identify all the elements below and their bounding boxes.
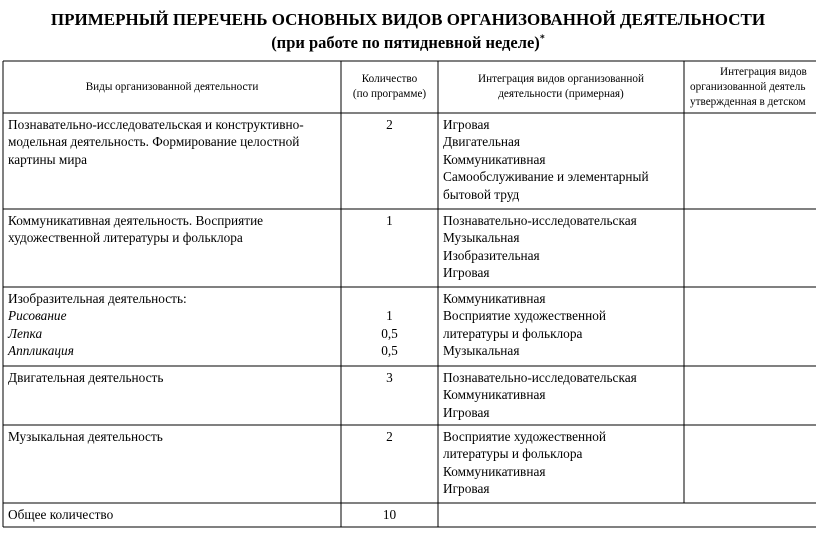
table-row-count xyxy=(341,369,438,386)
table-row-count xyxy=(341,212,438,229)
table-row-count xyxy=(341,307,438,359)
activity-line: Музыкальная деятельность xyxy=(8,429,163,444)
header-approved-integration xyxy=(684,65,816,110)
count-value: 2 xyxy=(386,117,393,132)
table-row-activity xyxy=(8,428,340,445)
footnote-mark: * xyxy=(539,33,545,45)
table-row-integration xyxy=(443,428,683,498)
activity-line: картины мира xyxy=(8,151,88,167)
integration-line: Коммуникативная xyxy=(443,463,546,479)
integration-line: Музыкальная xyxy=(443,343,520,359)
activity-line: Изобразительная деятельность: xyxy=(8,291,187,306)
header-approved-line: Интеграция видов xyxy=(720,66,807,78)
header-activity: Виды организованной деятельности xyxy=(85,81,259,93)
integration-line: Коммуникативная xyxy=(443,291,546,306)
integration-line: Игровая xyxy=(443,265,490,281)
header-integration-line: деятельности (примерная) xyxy=(498,88,624,100)
integration-line: Самообслуживание и элементарный xyxy=(443,169,649,185)
integration-line: Игровая xyxy=(443,117,490,132)
header-integration xyxy=(438,72,684,102)
integration-line: Коммуникативная xyxy=(443,387,546,403)
activity-subitem: Аппликация xyxy=(8,343,74,359)
integration-line: Познавательно-исследовательская xyxy=(443,370,637,385)
count-value: 0,5 xyxy=(381,343,398,359)
count-value: 2 xyxy=(386,429,393,444)
count-value: 1 xyxy=(386,308,393,324)
table-row-activity xyxy=(8,212,340,247)
count-value: 0,5 xyxy=(381,325,398,341)
activity-line: Двигательная деятельность xyxy=(8,370,164,385)
activity-line: модельная деятельность. Формирование целостной xyxy=(8,134,300,150)
table-row-integration xyxy=(443,290,683,360)
activity-subitem: Рисование xyxy=(8,308,67,324)
table-row-integration xyxy=(443,212,683,282)
integration-line: Двигательная xyxy=(443,134,521,150)
table-row-total-label xyxy=(8,506,340,523)
table-row-activity xyxy=(8,369,340,386)
header-count xyxy=(341,72,438,102)
header-count-line: (по программе) xyxy=(352,88,427,100)
table-row-integration xyxy=(443,116,683,203)
integration-line: Музыкальная xyxy=(443,230,520,246)
integration-line: Восприятие художественной xyxy=(443,429,606,444)
integration-line: Игровая xyxy=(443,481,490,497)
integration-line: литературы и фольклора xyxy=(443,446,583,462)
header-integration-line: Интеграция видов организованной xyxy=(478,73,644,85)
integration-line: Игровая xyxy=(443,404,490,420)
integration-line: Познавательно-исследовательская xyxy=(443,213,637,228)
integration-line: литературы и фольклора xyxy=(443,325,583,341)
total-label: Общее количество xyxy=(8,507,114,522)
header-count-line: Количество xyxy=(361,73,418,85)
document-title: ПРИМЕРНЫЙ ПЕРЕЧЕНЬ ОСНОВНЫХ ВИДОВ ОРГАНИЗОВАННОЙ ДЕЯТЕЛЬНОСТИ xyxy=(50,10,766,29)
table-row-integration xyxy=(443,369,683,421)
table-row-total-count xyxy=(341,506,438,523)
count-value: 1 xyxy=(386,213,393,228)
activity-line: Познавательно-исследовательская и конструктивно- xyxy=(8,117,304,132)
table-row-count xyxy=(341,116,438,133)
total-value: 10 xyxy=(382,507,397,522)
integration-line: бытовой труд xyxy=(443,186,520,202)
table-row-activity xyxy=(8,116,340,168)
table-row-activity xyxy=(8,290,340,360)
activity-line: Коммуникативная деятельность. Восприятие xyxy=(8,213,264,228)
table-row-count xyxy=(341,428,438,445)
activity-subitem: Лепка xyxy=(8,325,43,341)
subtitle-text: (при работе по пятидневной неделе) xyxy=(271,33,540,52)
count-value: 3 xyxy=(386,370,393,385)
integration-line: Восприятие художественной xyxy=(443,308,606,324)
header-approved-line: утвержденная в детском xyxy=(690,96,806,108)
header-approved-line: организованной деятель xyxy=(690,81,806,93)
integration-line: Коммуникативная xyxy=(443,151,546,167)
integration-line: Изобразительная xyxy=(443,247,540,263)
activity-line: художественной литературы и фольклора xyxy=(8,230,243,246)
